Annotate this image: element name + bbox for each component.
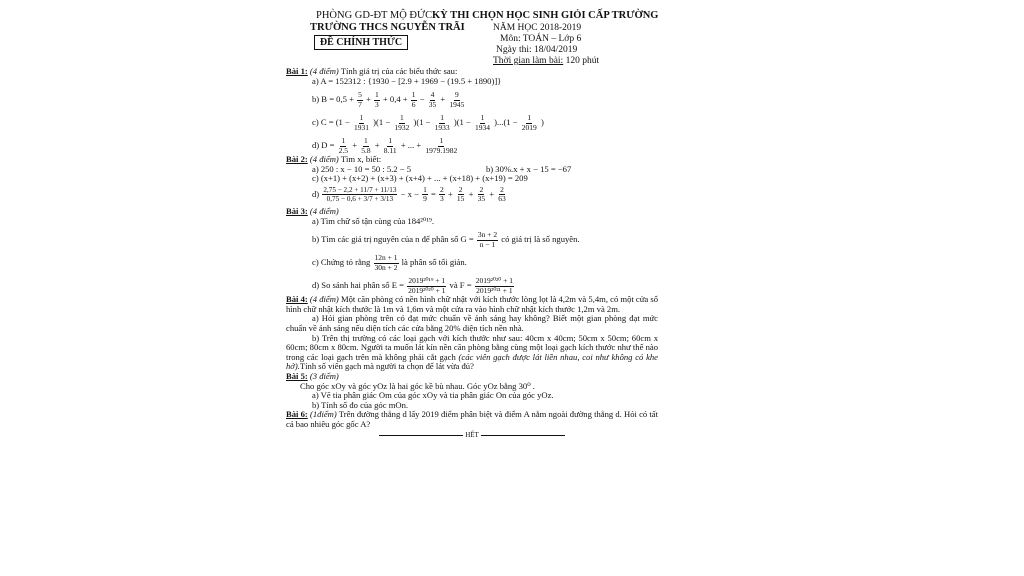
problem2-heading bbox=[286, 155, 658, 165]
exam-date: Ngày thi: 18/04/2019 bbox=[496, 45, 578, 55]
official-badge: ĐỀ CHÍNH THỨC bbox=[314, 35, 408, 50]
problem2-prompt: Tìm x, biết: bbox=[340, 155, 382, 165]
school-name: TRƯỜNG THCS NGUYỄN TRÃI bbox=[310, 22, 465, 33]
fraction: $\frac{1}{3}$ bbox=[375, 91, 379, 109]
problem2-title: Bài 2: bbox=[286, 155, 308, 165]
fraction: $\frac{1}{2019}$ bbox=[521, 114, 537, 132]
problem3-b: b) Tìm các giá trị nguyên của n để phân số G = $\frac{3n + 2}{n - 1}$ có giá trị là số nguyên. bbox=[312, 231, 580, 249]
fraction: $\frac{2}{15}$ bbox=[456, 185, 465, 204]
problem1-b: b) B = 0,5 + $\frac{5}{7}$ + $\frac{1}{3}$ + 0,4 + $\frac{1}{6}$ − $\frac{4}{35}$ + $\frac{9}{1945}$ bbox=[312, 91, 465, 109]
problem5-heading bbox=[286, 372, 658, 382]
problem4-text: Bài 4: (4 điểm) Một căn phòng có nền hình chữ nhật với kích thước lòng lọt là 4,2m và 5,4m, có một cửa số hình chữ nhật kích thước là 1m và 1,6m và một cửa ra vào hình chữ nhật kích thước 1,2m và 2m. bbox=[286, 294, 659, 314]
problem6-points: (1điểm) bbox=[309, 409, 337, 420]
exam-title: KỲ THI CHỌN HỌC SINH GIỎI CẤP TRƯỜNG bbox=[432, 10, 659, 21]
fraction: $\frac{1}{1931}$ bbox=[354, 114, 370, 132]
problem1-title: Bài 1: bbox=[286, 67, 308, 76]
problem5-text: Cho góc xOy và góc yOz là hai góc kề bù nhau. Góc yOz bằng 30⁰ . bbox=[300, 381, 535, 391]
problem2-a: a) 250 : x − 10 = 50 : 5.2 − 5 bbox=[312, 164, 412, 174]
problem1-d: d) D = $\frac{1}{2.5}$ + $\frac{1}{5.8}$ + $\frac{1}{8.11}$ + ... + $\frac{1}{1979.1982}$ bbox=[312, 137, 458, 155]
fraction: $\frac{1}{5.8}$ bbox=[361, 137, 371, 155]
fraction: $\frac{12n + 1}{30n + 2}$ bbox=[374, 254, 398, 272]
problem2-d: d) $\frac{2,75 - 2,2 + 11/7 + 11/13}{0,75 - 0,6 + 3/7 + 3/13}$ − x − $\frac{1}{9}$ = $\frac{2}{3}$ + $\frac{2}{15}$ + $\frac{2}{35}$ + $\frac{2}{63}$ bbox=[312, 185, 506, 204]
fraction: $\frac{4}{35}$ bbox=[428, 91, 437, 109]
problem1-prompt: Tính giá trị của các biểu thức sau: bbox=[340, 67, 458, 76]
exam-duration bbox=[493, 55, 599, 67]
problem4-b: b) Trên thị trường có các loại gạch với kích thước như sau: 40cm x 40cm; 50cm x 50cm; 60cm x 60cm; 80cm x 80cm. Người ta muốn lát kín nền căn phòng bằng cùng một loại gạch kích thước như thế nào trong các loại gạch trên mà không phải cắt gạch (các viên gạch được lát liền nhau, coi như không có khe hở).Tính số viên gạch mà người ta chọn để lát vừa đủ? bbox=[286, 332, 658, 372]
duration-label: Thời gian làm bài: bbox=[493, 56, 564, 66]
end-mark: HẾT bbox=[286, 431, 658, 441]
problem1-points: (4 điểm) bbox=[309, 67, 339, 76]
problem5-a: a) Vẽ tia phân giác Om của góc xOy và tia phân giác On của góc yOz. bbox=[312, 391, 554, 401]
problem6-title: Bài 6: bbox=[286, 409, 308, 420]
fraction: $\frac{2}{3}$ bbox=[439, 185, 444, 204]
problem4-title: Bài 4: bbox=[286, 294, 308, 305]
problem5-b: b) Tính số đo của góc mOn. bbox=[312, 400, 409, 410]
problem4-points: (4 điểm) bbox=[309, 294, 339, 305]
problem3-points: (4 điểm) bbox=[309, 206, 339, 216]
fraction: $\frac{3n + 2}{n - 1}$ bbox=[477, 231, 498, 249]
fraction: $\frac{1}{1979.1982}$ bbox=[425, 137, 458, 155]
problem4-a: a) Hỏi gian phòng trên có đạt mức chuẩn về ánh sáng hay không? Biết một gian phòng đạt mức chuẩn về ánh sáng nếu diện tích các cửa bằng 20% diện tích nền nhà. bbox=[286, 313, 658, 333]
problem3-a: a) Tìm chữ số tận cùng của 184²⁰¹⁹. bbox=[312, 216, 435, 226]
exam-body bbox=[286, 67, 658, 441]
problem3-c: c) Chứng tỏ rằng $\frac{12n + 1}{30n + 2}$ là phân số tối giản. bbox=[312, 254, 467, 272]
fraction: $\frac{\text{2019²⁰²⁰ + 1}}{\text{2019²⁰²¹ + 1}}$ bbox=[475, 277, 513, 295]
fraction: $\frac{1}{8.11}$ bbox=[383, 137, 397, 155]
problem1-c: c) C = (1 − $\frac{1}{1931}$ )(1 − $\frac{1}{1932}$ )(1 − $\frac{1}{1933}$ )(1 − $\frac{1}{1934}$ )...(1 − $\frac{1}{2019}$ ) bbox=[312, 114, 544, 132]
duration-value: 120 phút bbox=[565, 56, 600, 66]
problem5-title: Bài 5: bbox=[286, 371, 308, 381]
problem6-text: Bài 6: (1điểm) Trên đường thẳng d lấy 2019 điểm phân biệt và điểm A nằm ngoài đường thẳng d. Hỏi có tất cả bao nhiêu góc gốc A? bbox=[286, 409, 658, 429]
problem2-points: (4 điểm) bbox=[309, 155, 339, 165]
compound-fraction: $\frac{2,75 - 2,2 + 11/7 + 11/13}{0,75 - 0,6 + 3/7 + 3/13}$ bbox=[323, 185, 397, 204]
problem3-d: d) So sánh hai phân số E = $\frac{\text{2019²⁰¹⁹ + 1}}{\text{2019²⁰²⁰ + 1}}$ và F = $\frac{\text{2019²⁰²⁰ + 1}}{\text{2019²⁰²¹ + 1}}$ bbox=[312, 277, 513, 295]
fraction: $\frac{2}{63}$ bbox=[498, 185, 506, 204]
school-year: NĂM HỌC 2018-2019 bbox=[493, 23, 582, 33]
fraction: $\frac{2}{35}$ bbox=[477, 185, 486, 204]
fraction: $\frac{1}{6}$ bbox=[411, 91, 416, 109]
fraction: $\frac{5}{7}$ bbox=[358, 91, 362, 109]
problem2-ab bbox=[286, 165, 658, 175]
problem1-b-prefix: b) B = 0,5 + bbox=[312, 94, 354, 105]
problem3-heading bbox=[286, 207, 658, 217]
subject: Môn: TOÁN – Lớp 6 bbox=[500, 34, 582, 44]
exam-page bbox=[280, 0, 660, 528]
fraction: $\frac{9}{1945}$ bbox=[449, 91, 465, 109]
problem2-c: c) (x+1) + (x+2) + (x+3) + (x+4) + ... + (x+18) + (x+19) = 209 bbox=[312, 174, 528, 184]
fraction: $\frac{1}{2.5}$ bbox=[338, 137, 349, 155]
fraction: $\frac{1}{1932}$ bbox=[394, 114, 410, 132]
fraction: $\frac{1}{1934}$ bbox=[475, 114, 490, 132]
fraction: $\frac{\text{2019²⁰¹⁹ + 1}}{\text{2019²⁰²⁰ + 1}}$ bbox=[408, 277, 446, 295]
department-name: PHÒNG GD-ĐT MỘ ĐỨC bbox=[316, 10, 433, 21]
problem1-heading bbox=[286, 67, 658, 77]
problem2-b: b) 30%.x + x − 15 = −67 bbox=[486, 164, 572, 174]
fraction: $\frac{1}{9}$ bbox=[423, 185, 427, 204]
problem1-a: a) A = 152312 : {1930 − [2.9 + 1969 − (19.5 + 1890)]} bbox=[312, 76, 502, 86]
problem3-title: Bài 3: bbox=[286, 206, 308, 216]
fraction: $\frac{1}{1933}$ bbox=[434, 114, 450, 132]
problem5-points: (3 điểm) bbox=[309, 371, 339, 381]
